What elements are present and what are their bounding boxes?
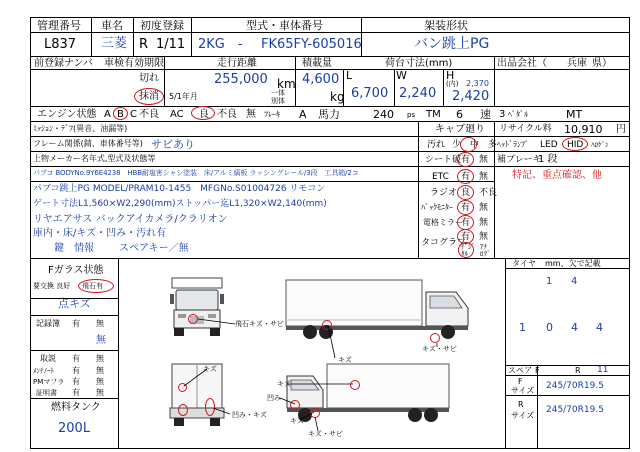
key-value: スペアキー／無 <box>119 243 189 254</box>
maker-label: 車名 <box>101 19 123 32</box>
cert-label: 証明書 <box>36 389 57 397</box>
check-options-tacho: 有 無 <box>461 232 489 242</box>
ac-fubi: 不良 <box>217 109 237 120</box>
tire-rear-1: 1 <box>519 321 526 334</box>
tacho-tal: ﾀﾙ <box>461 250 468 258</box>
spare-f: F <box>535 366 540 375</box>
note-line-2: ゲート寸法L1,560×W2,290(mm)ストッパー迄L1,320×W2,140(mm) <box>33 199 327 209</box>
dim-h-label: H <box>446 69 455 82</box>
separate-label: 別体 <box>271 97 285 105</box>
weight-value: 6,700 <box>351 86 389 101</box>
first-reg-value: 1/11 <box>156 37 186 52</box>
check-label-mirror: 電格ミラー <box>423 218 463 227</box>
headlight-label: ﾍｯﾄﾞﾗﾝﾌﾟ <box>497 140 529 149</box>
pedal-count: 3 <box>499 109 506 120</box>
dim-inner-label: (内) <box>446 80 459 88</box>
fuel-label: 燃料タンク <box>51 402 101 413</box>
check-options-etc: 有 無 <box>461 172 489 182</box>
body-label: 架装形状 <box>424 19 468 32</box>
engine-grade-c: C <box>130 109 137 120</box>
maint-label: ﾒﾝﾃﾉｰﾄ <box>33 367 54 375</box>
trans-value: MT <box>566 108 583 121</box>
kanri-value: L837 <box>44 37 77 52</box>
ac-value: 良 <box>199 109 209 120</box>
first-reg-era: R <box>139 37 149 52</box>
check-label-monitor: ﾊﾞｯｸﾓﾆﾀｰ <box>421 203 453 212</box>
exhibitor-label: 出品会社（ <box>497 58 547 69</box>
mileage-unit: km <box>277 77 296 91</box>
payload-label: 積載量 <box>302 58 332 69</box>
glass-opts: 要交換 良好 <box>33 282 71 290</box>
check-label-tacho: タコグラフ <box>421 238 467 248</box>
pm-no: 無 <box>96 377 104 386</box>
weight-unit: kg <box>330 90 345 104</box>
tire-front-left: 1 <box>546 276 553 287</box>
body-value: バン跳上PG <box>414 36 490 52</box>
massho-label: 抹消 <box>139 91 159 102</box>
check-label-radio: ラジオ <box>430 188 458 198</box>
engine-grade-b: B <box>117 109 124 120</box>
note-line-1: パブコ跳上PG MODEL/PRAM10-1455 MFGNo.S01004726 リモコン <box>33 184 326 194</box>
tires-title: タイヤ <box>512 259 536 268</box>
damage-note-rear-top: キズ <box>203 365 217 373</box>
manual-label: 取説 <box>40 354 56 363</box>
check-options-monitor: 有 無 <box>461 203 489 213</box>
kire-label: 切れ <box>139 73 159 84</box>
check-label-seat: シート破 <box>425 155 462 165</box>
maint-yes: 有 <box>72 366 80 375</box>
aux-brake-label: 補ブレーキ <box>497 155 542 165</box>
kanri-label: 管理番号 <box>37 19 81 32</box>
cert-no: 無 <box>96 388 104 397</box>
notes-heading: 特記、重点確認、他 <box>512 170 602 181</box>
exhibitor-suffix: 県） <box>592 58 612 69</box>
glass-chip: 飛石有 <box>82 282 103 290</box>
damage-note-front: 飛石キズ・サビ <box>235 320 284 328</box>
checklist-title: キャブ廻り <box>435 124 485 135</box>
dim-h-value: 2,420 <box>452 89 490 104</box>
spare-r-value: 11 <box>597 365 609 375</box>
tire-rear-4: 4 <box>596 321 603 334</box>
engine-fubi: 不良 <box>139 109 159 120</box>
record-no: 無 <box>96 319 104 328</box>
tire-f-size-label: サイズ <box>511 386 535 395</box>
damage-note-kizu: キズ <box>290 417 304 425</box>
upper-label: 上物メーカー名年式,型式及状態等 <box>33 154 156 163</box>
pedal-label: ﾍﾟﾀﾞﾙ <box>508 110 528 119</box>
maint-no: 無 <box>96 366 104 375</box>
check-options-mirror: 有 無 <box>461 218 489 228</box>
tires-unit: mm、欠で記載 <box>545 259 601 268</box>
spare-r: R <box>575 366 581 375</box>
check-options-seat: 有 無 <box>461 155 489 165</box>
pm-label: PMマフラ <box>33 378 65 386</box>
aux-brake-value: 1 段 <box>538 154 558 165</box>
check-label-dirt: 汚れ <box>427 140 446 150</box>
hp-value: 240 <box>373 108 394 121</box>
recycle-unit: 円 <box>616 124 626 135</box>
manual-no: 無 <box>96 354 104 363</box>
brake-value: A <box>299 108 307 121</box>
note-line-4: 庫内・床/キズ・凹み・汚れ有 <box>33 228 167 239</box>
damage-note-side: キズ・サビ <box>422 345 457 353</box>
inspection-label: 車検有効期限 <box>104 58 164 69</box>
note-line-3: リヤエアサス バックアイカメラ/クラリオン <box>33 214 228 225</box>
glass-title: Fガラス状態 <box>48 265 104 276</box>
headlight-led: LED <box>540 140 558 150</box>
tire-front-right: 4 <box>571 276 578 287</box>
tire-f-label: F <box>518 377 523 386</box>
check-options-dirt: 少 中 多 <box>452 140 498 150</box>
headlight-halogen: ﾊﾛｹﾞﾝ <box>591 141 609 149</box>
tire-f-size: 245/70R19.5 <box>546 381 604 391</box>
damage-note-bottom: キズ・サビ <box>308 430 343 438</box>
record-yes: 有 <box>72 319 80 328</box>
tire-r-size: 245/70R19.5 <box>546 405 604 415</box>
hp-unit: ps <box>407 111 416 119</box>
damage-note-rear-dents: 凹み・キズ <box>232 411 267 419</box>
check-options-radio: 良 不良 <box>461 188 498 198</box>
frame-label: フレーム関係(錆、車体番号等) <box>33 139 143 148</box>
engine-label: エンジン状態 <box>37 109 97 120</box>
model-label: 型式・車体番号 <box>246 19 323 32</box>
pm-yes: 有 <box>72 377 80 386</box>
first-reg-label: 初度登録 <box>140 19 184 32</box>
tm-unit: 速 <box>480 108 491 121</box>
body-detail: パブコ BODYNo.9Y6E4238 HBB耐塩害シャシ塗装 床/アルミ縞板 ラッシングレール/3段 工具箱/2コ <box>33 169 359 177</box>
model-value: FK65FY-605016 <box>261 37 362 52</box>
dim-inner-value: 2,370 <box>466 79 489 88</box>
payload-value: 4,600 <box>302 72 340 87</box>
dim-w-value: 2,240 <box>399 86 437 101</box>
tire-rear-3: 4 <box>571 321 578 334</box>
glass-value: 点キズ <box>58 297 91 310</box>
record-selected: 無 <box>96 335 106 346</box>
exhibitor-pref: 兵庫 <box>567 58 587 69</box>
oneness-label: 一体 <box>271 89 285 97</box>
maker-value: 三菱 <box>101 36 128 51</box>
recycle-value: 10,910 <box>564 123 603 136</box>
mission-label: ﾐｯｼｮﾝ・ﾃﾞﾌ(異音、油漏等) <box>33 124 128 133</box>
mileage-value: 255,000 <box>214 72 268 87</box>
damage-note-rear-heko: 凹み <box>267 394 281 402</box>
tm-label: TM <box>426 109 441 120</box>
brake-label: ﾌﾚｰｷ <box>264 110 280 119</box>
tacho-ana: ｱﾅ <box>480 243 487 251</box>
tire-rear-2: 0 <box>546 321 553 334</box>
tm-value: 6 <box>456 108 463 121</box>
dim-w-label: W <box>396 69 407 82</box>
massho-date: 5/1年月 <box>169 92 198 101</box>
ac-label: AC <box>170 109 184 120</box>
tacho-digital: ﾃﾞｼﾞ <box>461 243 475 251</box>
tire-r-label: R <box>518 400 524 409</box>
frame-value: サビあり <box>151 138 195 151</box>
hp-label: 馬力 <box>318 108 340 121</box>
tire-r-size-label: サイズ <box>511 411 535 420</box>
damage-note-left: キズ <box>277 380 291 388</box>
spare-label: スペア <box>508 366 532 375</box>
fuel-value: 200L <box>58 421 91 436</box>
engine-grade-a: A <box>104 109 111 120</box>
headlight-hid: HID <box>567 140 584 150</box>
recycle-label: リサイクル料 <box>499 124 552 134</box>
cert-yes: 有 <box>72 388 80 397</box>
ac-none: 無 <box>246 109 256 120</box>
manual-yes: 有 <box>72 354 80 363</box>
mileage-label: 走行距離 <box>217 58 257 69</box>
damage-note-top: キズ <box>338 356 352 364</box>
dim-l-label: L <box>346 69 353 82</box>
plate-label: 前登録ナンバ <box>34 58 93 69</box>
record-label: 記録簿 <box>36 319 60 328</box>
dims-label: 荷台寸法(mm) <box>385 58 453 69</box>
check-label-etc: ETC <box>432 172 449 182</box>
tacho-log: ﾛｸﾞ <box>480 250 491 258</box>
model-prefix: 2KG - <box>198 37 243 52</box>
key-label: 鍵 情報 <box>54 243 94 254</box>
